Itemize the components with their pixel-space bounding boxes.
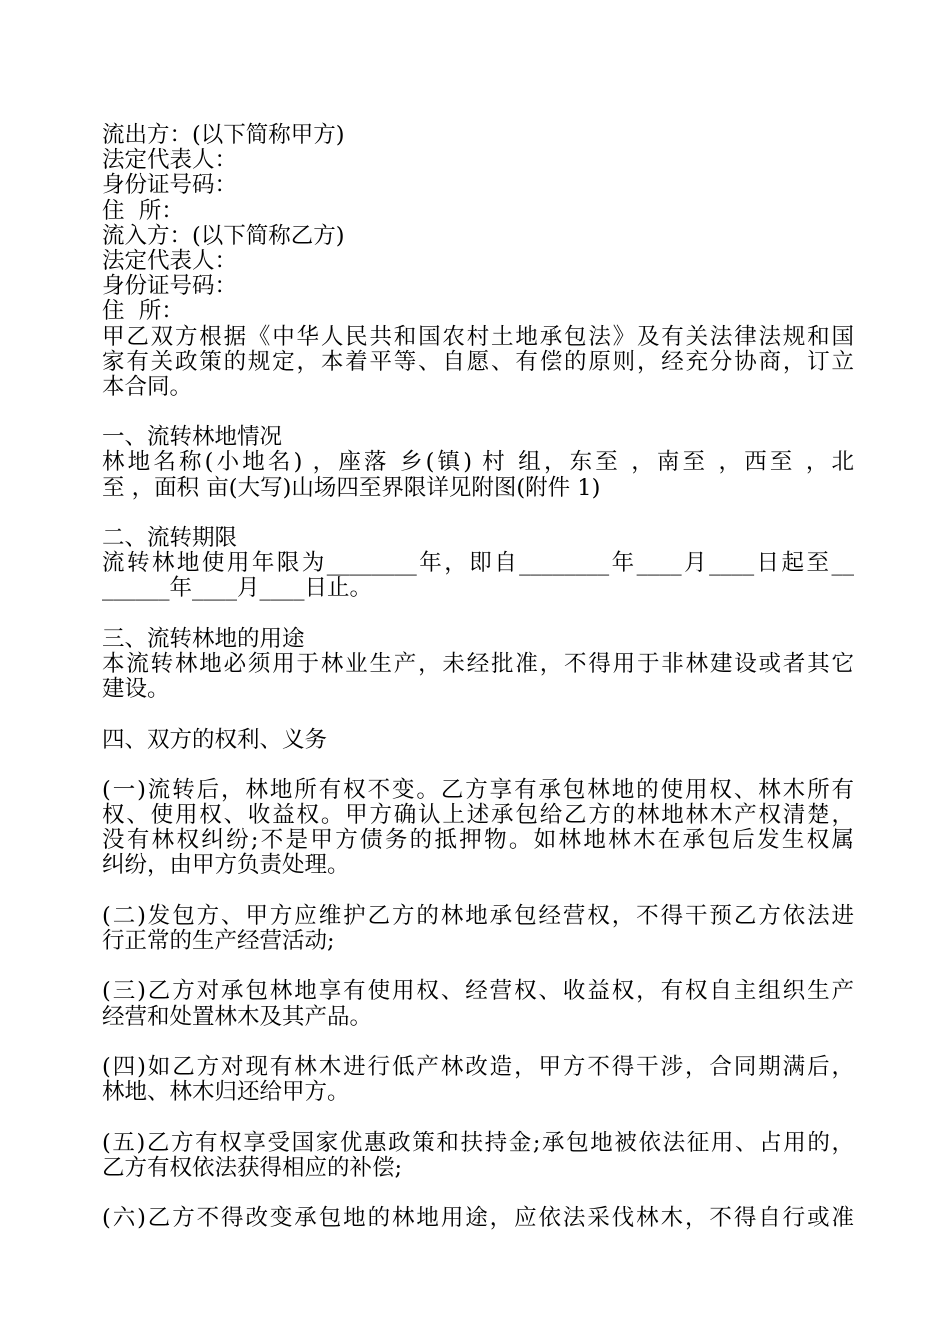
item-1-line-1: (一)流转后，林地所有权不变。乙方享有承包林地的使用权、林木所有 — [102, 776, 854, 803]
spacer — [102, 602, 854, 627]
item-1-line-2: 权、使用权、收益权。甲方确认上述承包给乙方的林地林木产权清楚， — [102, 802, 854, 829]
section-2-line-1: 流转林地使用年限为________年，即自________年____月____日起至__ — [102, 550, 854, 577]
preamble-paragraph — [102, 325, 854, 401]
transferee-label: 流入方：(以下简称乙方) — [102, 222, 345, 249]
spacer — [102, 753, 854, 778]
spacer — [102, 1030, 854, 1055]
contract-page — [102, 123, 854, 1231]
section-4 — [102, 728, 854, 1232]
spacer — [102, 1181, 854, 1206]
section-4-item-6 — [102, 1206, 854, 1231]
transferor-representative: 法定代表人： — [102, 147, 238, 174]
item-6-line-1: (六)乙方不得改变承包地的林地用途，应依法采伐林木，不得自行或准 — [102, 1205, 854, 1232]
section-3 — [102, 627, 854, 703]
transferor-id-number: 身份证号码： — [102, 172, 238, 199]
section-2-line-2: ______年____月____日止。 — [102, 575, 373, 602]
item-3-line-2: 经营和处置林木及其产品。 — [102, 1003, 373, 1030]
section-4-item-2 — [102, 904, 854, 954]
item-4-line-2: 林地、林木归还给甲方。 — [102, 1079, 350, 1106]
preamble-line-2: 家有关政策的规定，本着平等、自愿、有偿的原则，经充分协商，订立 — [102, 348, 854, 375]
section-1-line-2: 至 ，面积 亩(大写)山场四至界限详见附图(附件 1) — [102, 474, 601, 501]
spacer — [102, 1105, 854, 1130]
item-2-line-2: 行正常的生产经营活动; — [102, 928, 335, 954]
section-3-line-1: 本流转林地必须用于林业生产，未经批准，不得用于非林建设或者其它 — [102, 650, 854, 677]
spacer — [102, 400, 854, 425]
preamble-line-3: 本合同。 — [102, 373, 193, 400]
parties-block — [102, 123, 854, 325]
item-5-line-1: (五)乙方有权享受国家优惠政策和扶持金;承包地被依法征用、占用的， — [102, 1129, 854, 1156]
transferor-address: 住 所： — [102, 197, 184, 224]
section-4-item-4 — [102, 1055, 854, 1105]
item-1-line-3: 没有林权纠纷;不是甲方债务的抵押物。如林地林木在承包后发生权属 — [102, 827, 854, 854]
section-2 — [102, 526, 854, 602]
section-1-heading: 一、流转林地情况 — [102, 424, 283, 451]
section-3-heading: 三、流转林地的用途 — [102, 625, 305, 652]
section-4-item-3 — [102, 979, 854, 1029]
spacer — [102, 954, 854, 979]
spacer — [102, 702, 854, 727]
item-1-line-4: 纠纷，由甲方负责处理。 — [102, 852, 350, 879]
section-2-heading: 二、流转期限 — [102, 525, 238, 551]
transferee-address: 住 所： — [102, 298, 184, 325]
spacer — [102, 879, 854, 904]
section-4-item-1 — [102, 778, 854, 879]
section-1 — [102, 425, 854, 501]
item-2-line-1: (二)发包方、甲方应维护乙方的林地承包经营权，不得干预乙方依法进 — [102, 902, 854, 929]
item-5-line-2: 乙方有权依法获得相应的补偿; — [102, 1154, 403, 1181]
transferor-label: 流出方：(以下简称甲方) — [102, 122, 345, 148]
section-3-line-2: 建设。 — [102, 676, 170, 703]
spacer — [102, 501, 854, 526]
section-4-heading: 四、双方的权利、义务 — [102, 726, 328, 753]
section-4-item-5 — [102, 1131, 854, 1181]
item-4-line-1: (四)如乙方对现有林木进行低产林改造，甲方不得干涉，合同期满后， — [102, 1053, 854, 1080]
preamble-line-1: 甲乙双方根据《中华人民共和国农村土地承包法》及有关法律法规和国 — [102, 323, 854, 350]
section-1-line-1: 林地名称(小地名) ，座落 乡(镇) 村 组，东至 ，南至 ，西至 ，北 — [102, 449, 854, 476]
transferee-id-number: 身份证号码： — [102, 273, 238, 300]
item-3-line-1: (三)乙方对承包林地享有使用权、经营权、收益权，有权自主组织生产 — [102, 978, 854, 1005]
transferee-representative: 法定代表人： — [102, 247, 238, 274]
